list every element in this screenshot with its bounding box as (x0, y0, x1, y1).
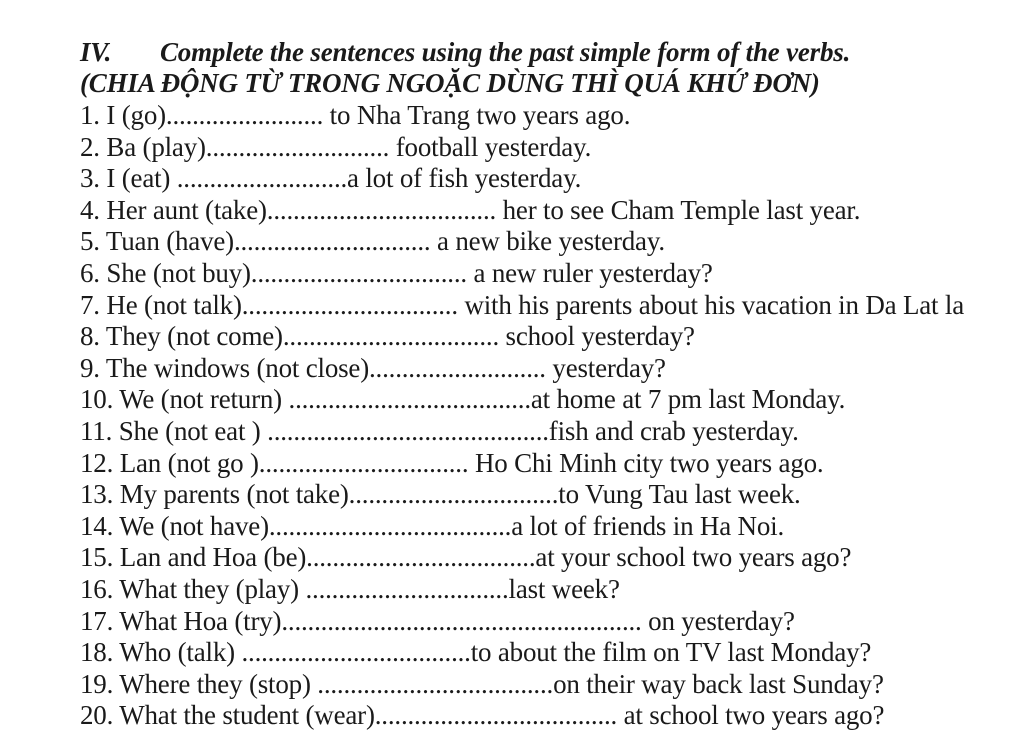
exercise-item-8: 8. They (not come)................................. school yesterday? (80, 321, 695, 352)
exercise-item-7: 7. He (not talk)................................. with his parents about his vacation in Da Lat la (80, 289, 964, 320)
exercise-item-12: 12. Lan (not go )................................ Ho Chi Minh city two years ago. (80, 447, 824, 478)
exercise-item-17: 17. What Hoa (try)....................................................... on yesterday? (80, 605, 795, 636)
exercise-item-6: 6. She (not buy)................................. a new ruler yesterday? (80, 257, 713, 288)
exercise-item-18: 18. Who (talk) ...................................to about the film on TV last Monday? (80, 637, 872, 668)
exercise-item-4: 4. Her aunt (take)................................... her to see Cham Temple last year. (80, 194, 861, 225)
exercise-item-10: 10. We (not return) .....................................at home at 7 pm last Monday. (80, 384, 846, 415)
exercise-list (80, 100, 1024, 732)
exercise-item-11-highlighted: 11. She (not eat ) ...........................................fish and crab yesterday. (72, 416, 880, 448)
section-number: IV. (80, 37, 112, 67)
exercise-item-20: 20. What the student (wear)..................................... at school two years ago? (80, 700, 885, 731)
exercise-item-13: 13. My parents (not take)................................to Vung Tau last week. (80, 479, 801, 510)
exercise-item-15: 15. Lan and Hoa (be)...................................at your school two years ago? (80, 542, 852, 573)
section-title: Complete the sentences using the past simple form of the verbs. (160, 37, 851, 67)
exercise-item-19: 19. Where they (stop) ....................................on their way back last Sunday? (80, 668, 884, 699)
section-heading (80, 36, 850, 68)
section-subtitle: (CHIA ĐỘNG TỪ TRONG NGOẶC DÙNG THÌ QUÁ KHỨ ĐƠN) (80, 68, 820, 98)
exercise-item-1: 1. I (go)........................ to Nha Trang two years ago. (80, 100, 631, 130)
exercise-item-2: 2. Ba (play)............................ football yesterday. (80, 131, 592, 162)
exercise-item-9: 9. The windows (not close)........................... yesterday? (80, 352, 666, 383)
exercise-item-16: 16. What they (play) ...............................last week? (80, 573, 620, 604)
exercise-item-3: 3. I (eat) ..........................a lot of fish yesterday. (80, 163, 582, 194)
exercise-item-14: 14. We (not have).....................................a lot of friends in Ha Noi. (80, 510, 785, 541)
exercise-item-5: 5. Tuan (have).............................. a new bike yesterday. (80, 226, 665, 257)
